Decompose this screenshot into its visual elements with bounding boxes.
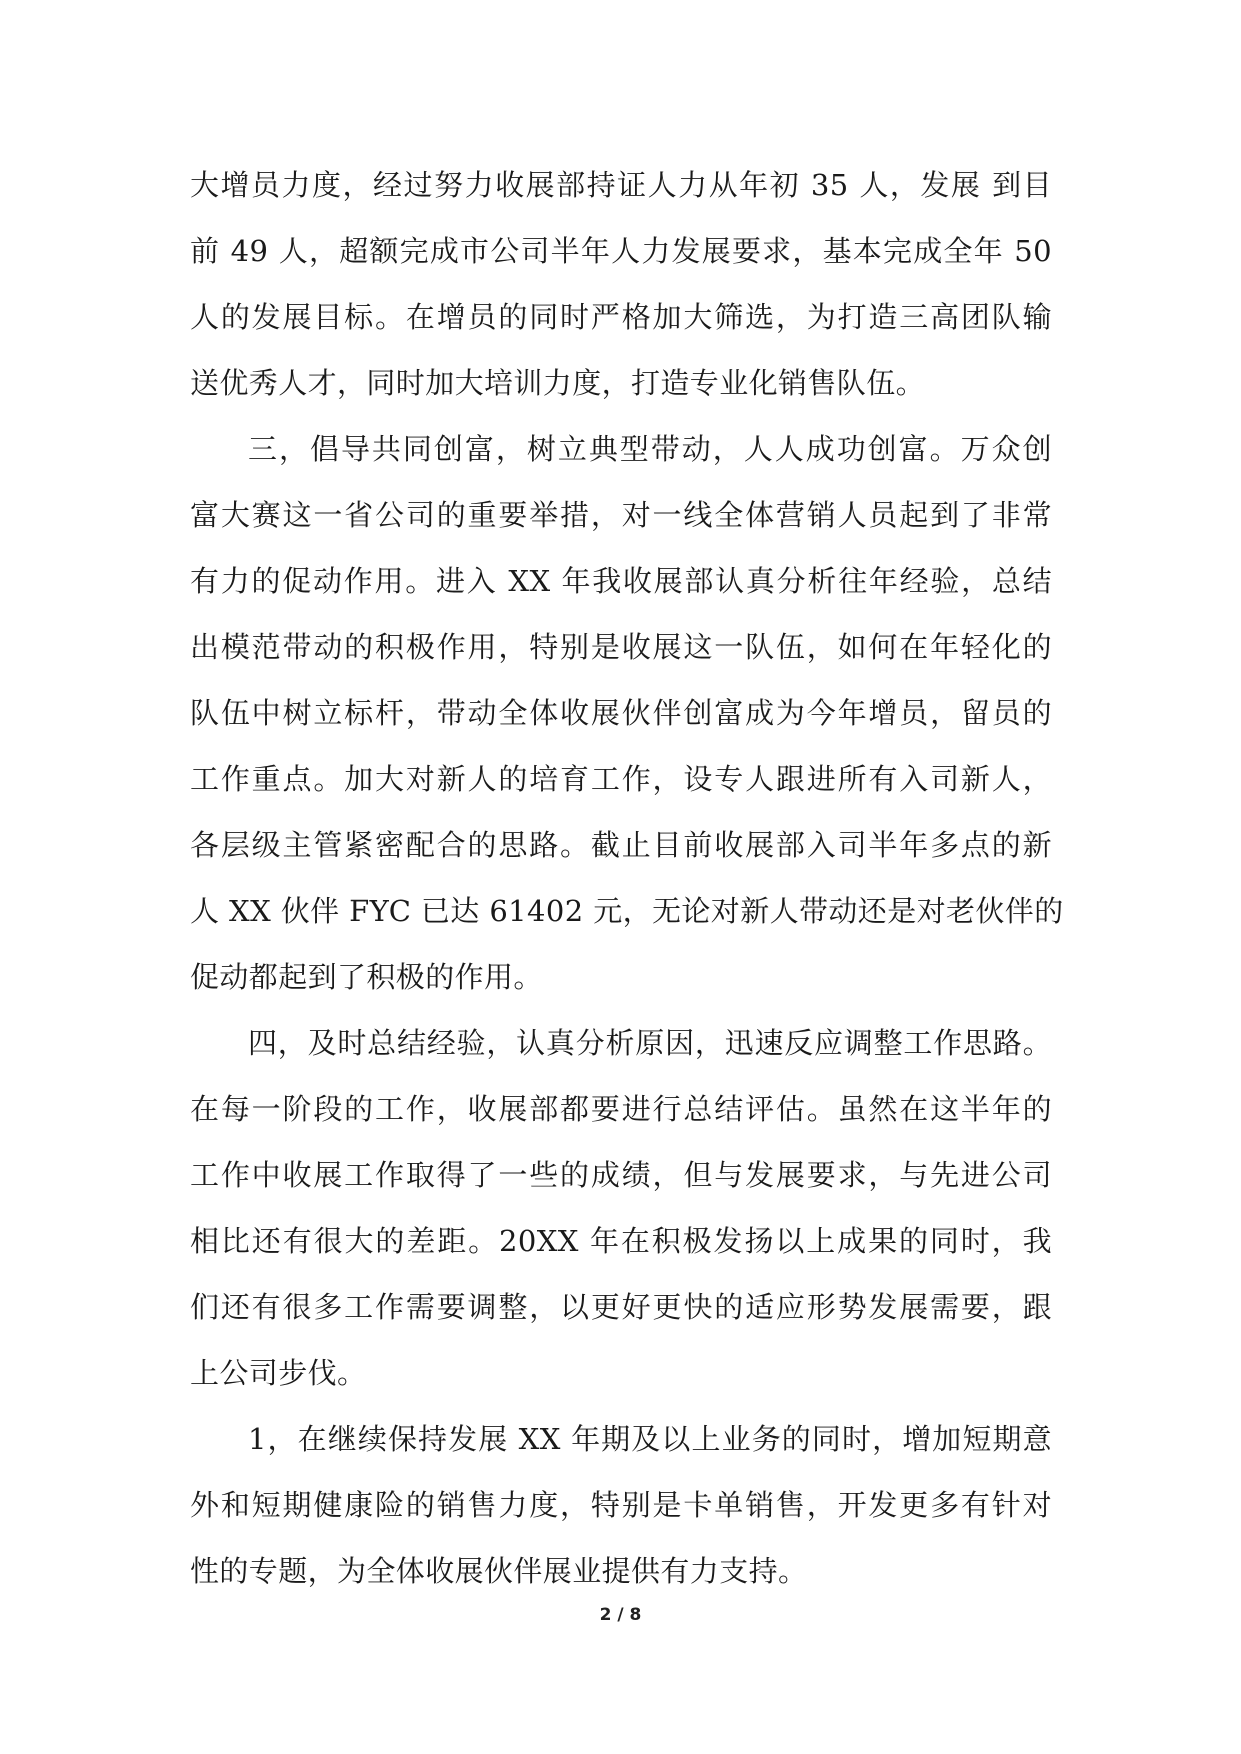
text-line: 外和短期健康险的销售力度，特别是卡单销售，开发更多有针对: [190, 1488, 1052, 1522]
paragraph: [190, 1406, 1052, 1604]
text-line: 三，倡导共同创富，树立典型带动，人人成功创富。万众创: [248, 432, 1052, 466]
text-line: 有力的促动作用。进入 XX 年我收展部认真分析往年经验，总结: [190, 564, 1052, 598]
text-line: 促动都起到了积极的作用。: [190, 960, 543, 994]
text-line: 四，及时总结经验，认真分析原因，迅速反应调整工作思路。: [248, 1026, 1052, 1060]
text-line: 们还有很多工作需要调整，以更好更快的适应形势发展需要，跟: [190, 1290, 1052, 1324]
text-line: 出模范带动的积极作用，特别是收展这一队伍，如何在年轻化的: [190, 630, 1052, 664]
text-line: 工作重点。加大对新人的培育工作，设专人跟进所有入司新人，: [190, 762, 1052, 796]
text-line: 在每一阶段的工作，收展部都要进行总结评估。虽然在这半年的: [190, 1092, 1052, 1126]
text-line: 1，在继续保持发展 XX 年期及以上业务的同时，增加短期意: [248, 1422, 1052, 1456]
text-line: 人 XX 伙伴 FYC 已达 61402 元，无论对新人带动还是对老伙伴的: [190, 894, 1064, 928]
text-line: 相比还有很大的差距。20XX 年在积极发扬以上成果的同时，我: [190, 1224, 1052, 1258]
text-line: 大增员力度，经过努力收展部持证人力从年初 35 人，发展 到目: [190, 168, 1052, 202]
text-line: 各层级主管紧密配合的思路。截止目前收展部入司半年多点的新: [190, 828, 1052, 862]
paragraph: [190, 152, 1052, 416]
text-line: 队伍中树立标杆，带动全体收展伙伴创富成为今年增员，留员的: [190, 696, 1052, 730]
text-line: 前 49 人，超额完成市公司半年人力发展要求，基本完成全年 50: [190, 234, 1052, 268]
paragraph: [190, 416, 1064, 1010]
text-line: 工作中收展工作取得了一些的成绩，但与发展要求，与先进公司: [190, 1158, 1052, 1192]
text-line: 送优秀人才，同时加大培训力度，打造专业化销售队伍。: [190, 366, 926, 400]
text-line: 性的专题，为全体收展伙伴展业提供有力支持。: [190, 1554, 808, 1588]
text-line: 富大赛这一省公司的重要举措，对一线全体营销人员起到了非常: [190, 498, 1052, 532]
document-body: [190, 152, 1064, 1604]
page-number: 2 / 8: [599, 1605, 642, 1625]
paragraph: [190, 1010, 1052, 1406]
text-line: 上公司步伐。: [190, 1356, 367, 1390]
text-line: 人的发展目标。在增员的同时严格加大筛选，为打造三高团队输: [190, 300, 1052, 334]
